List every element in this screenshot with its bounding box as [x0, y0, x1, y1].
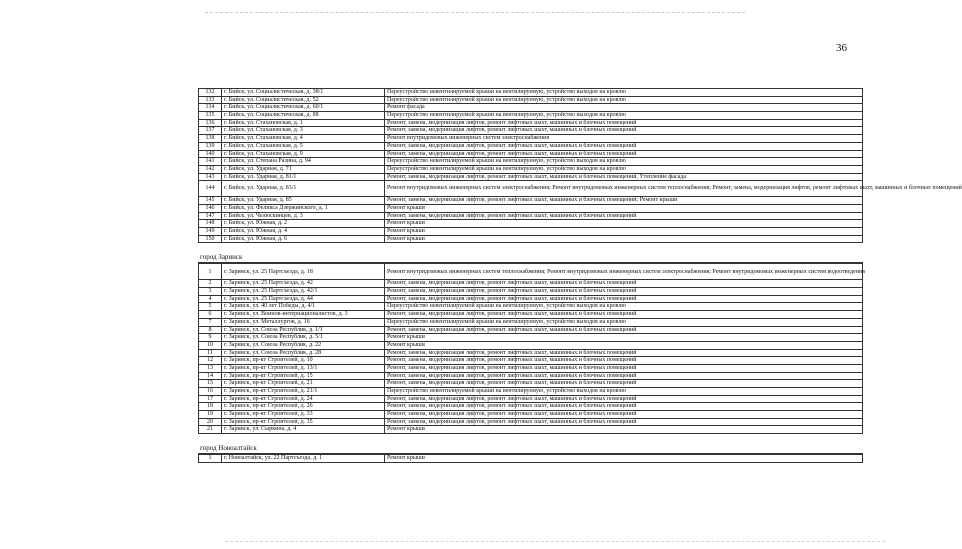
row-work-type: Ремонт крыши [385, 204, 863, 212]
row-number: 138 [199, 135, 222, 143]
table-row [199, 388, 863, 396]
row-number: 147 [199, 212, 222, 220]
table-row [199, 403, 863, 411]
table-row [199, 318, 863, 326]
row-number: 21 [199, 426, 222, 434]
row-address: г. Бийск, ул. Ударная, д. 71 [222, 165, 385, 173]
row-work-type: Ремонт, замена, модернизация лифтов, ремонт лифтовых шахт, машинных и блочных помещений [385, 288, 863, 296]
row-number: 141 [199, 158, 222, 166]
row-work-type: Ремонт фасада [385, 104, 863, 112]
row-address: г. Заринск, ул. Сыркина, д. 4 [222, 426, 385, 434]
row-number: 140 [199, 150, 222, 158]
row-work-type: Переустройство невентилируемой крыши на вентилируемую, устройство выходов на кровлю [385, 158, 863, 166]
row-work-type: Ремонт крыши [385, 220, 863, 228]
table-row [199, 311, 863, 319]
row-number: 144 [199, 181, 222, 197]
row-number: 6 [199, 311, 222, 319]
section-table [198, 454, 863, 463]
row-address: г. Бийск, ул. Стахановская, д. 5 [222, 142, 385, 150]
table-row [199, 127, 863, 135]
row-number: 142 [199, 165, 222, 173]
table-row [199, 341, 863, 349]
table-row [199, 104, 863, 112]
row-number: 15 [199, 380, 222, 388]
table-row [199, 411, 863, 419]
row-address: г. Бийск, ул. Ударная, д. 81/1 [222, 173, 385, 181]
row-work-type: Ремонт, замена, модернизация лифтов, ремонт лифтовых шахт, машинных и блочных помещений; Ремонт крыши [385, 197, 863, 205]
table-row [199, 173, 863, 181]
table-row [199, 295, 863, 303]
row-number: 137 [199, 127, 222, 135]
row-work-type: Ремонт крыши [385, 426, 863, 434]
row-work-type: Переустройство невентилируемой крыши на вентилируемую, устройство выходов на кровлю [385, 96, 863, 104]
row-address: г. Бийск, ул. Южная, д. 6 [222, 235, 385, 243]
row-work-type: Ремонт, замена, модернизация лифтов, ремонт лифтовых шахт, машинных и блочных помещений [385, 119, 863, 127]
row-address: г. Заринск, пр-кт Строителей, д. 13/1 [222, 364, 385, 372]
row-work-type: Ремонт внутридомовых инженерных систем электроснабжения; Ремонт внутридомовых инженерных систем теплоснабжения; Ремонт, замена, модернизация лифтов, ремонт лифтовых шахт, машинных и блочных помещений [385, 181, 863, 197]
row-work-type: Ремонт, замена, модернизация лифтов, ремонт лифтовых шахт, машинных и блочных помещений [385, 326, 863, 334]
row-address: г. Заринск, пр-кт Строителей, д. 10 [222, 357, 385, 365]
row-address: г. Заринск, пр-кт Строителей, д. 15 [222, 372, 385, 380]
row-number: 20 [199, 418, 222, 426]
table-row [199, 326, 863, 334]
row-work-type: Ремонт, замена, модернизация лифтов, ремонт лифтовых шахт, машинных и блочных помещений [385, 127, 863, 135]
row-work-type: Ремонт, замена, модернизация лифтов, ремонт лифтовых шахт, машинных и блочных помещений [385, 295, 863, 303]
table-row [199, 418, 863, 426]
row-number: 11 [199, 349, 222, 357]
row-address: г. Бийск, ул. Стахановская, д. 9 [222, 150, 385, 158]
row-address: г. Бийск, ул. Стахановская, д. 3 [222, 127, 385, 135]
row-number: 10 [199, 341, 222, 349]
table-row [199, 204, 863, 212]
row-number: 14 [199, 372, 222, 380]
row-number: 148 [199, 220, 222, 228]
table-row [199, 96, 863, 104]
row-work-type: Переустройство невентилируемой крыши на вентилируемую, устройство выходов на кровлю [385, 388, 863, 396]
row-number: 5 [199, 303, 222, 311]
row-address: г. Бийск, ул. Феликса Дзержинского, д. 1 [222, 204, 385, 212]
row-work-type: Ремонт, замена, модернизация лифтов, ремонт лифтовых шахт, машинных и блочных помещений [385, 395, 863, 403]
row-number: 150 [199, 235, 222, 243]
row-number: 139 [199, 142, 222, 150]
row-work-type: Переустройство невентилируемой крыши на вентилируемую, устройство выходов на кровлю [385, 112, 863, 120]
row-address: г. Бийск, ул. Социалистическая, д. 60/1 [222, 104, 385, 112]
row-address: г. Новоалтайск, ул. 22 Партсъезда, д. 1 [222, 455, 385, 463]
row-work-type: Ремонт, замена, модернизация лифтов, ремонт лифтовых шахт, машинных и блочных помещений, Утепление фасада [385, 173, 863, 181]
repair-program-table [198, 88, 962, 463]
row-address: г. Бийск, ул. Социалистическая, д. 38/1 [222, 89, 385, 97]
table-row [199, 220, 863, 228]
section-table [198, 88, 962, 243]
row-number: 135 [199, 112, 222, 120]
table-row [199, 334, 863, 342]
table-row [199, 349, 863, 357]
row-address: г. Бийск, ул. Ударная, д. 85 [222, 197, 385, 205]
row-work-type: Ремонт внутридомовых инженерных систем электроснабжения [385, 135, 863, 143]
scan-edge-bottom [225, 541, 885, 542]
row-work-type: Ремонт, замена, модернизация лифтов, ремонт лифтовых шахт, машинных и блочных помещений [385, 403, 863, 411]
row-address: г. Заринск, пр-кт Строителей, д. 35 [222, 418, 385, 426]
row-number: 7 [199, 318, 222, 326]
row-work-type: Ремонт, замена, модернизация лифтов, ремонт лифтовых шахт, машинных и блочных помещений [385, 142, 863, 150]
row-work-type: Ремонт, замена, модернизация лифтов, ремонт лифтовых шахт, машинных и блочных помещений [385, 357, 863, 365]
row-number: 146 [199, 204, 222, 212]
row-address: г. Заринск, пр-кт Строителей, д. 24 [222, 395, 385, 403]
row-number: 18 [199, 403, 222, 411]
section-table [198, 263, 863, 434]
table-row [199, 135, 863, 143]
row-work-type: Ремонт, замена, модернизация лифтов, ремонт лифтовых шахт, машинных и блочных помещений [385, 280, 863, 288]
row-address: г. Заринск, ул. 25 Партсъезда, д. 42/1 [222, 288, 385, 296]
table-row [199, 181, 863, 197]
row-work-type: Переустройство невентилируемой крыши на вентилируемую, устройство выходов на кровлю [385, 303, 863, 311]
row-address: г. Бийск, ул. Челюскинцев, д. 3 [222, 212, 385, 220]
row-number: 143 [199, 173, 222, 181]
row-work-type: Ремонт крыши [385, 228, 863, 236]
row-address: г. Заринск, ул. 25 Партсъезда, д. 44 [222, 295, 385, 303]
table-row [199, 372, 863, 380]
row-number: 9 [199, 334, 222, 342]
row-number: 136 [199, 119, 222, 127]
row-number: 17 [199, 395, 222, 403]
row-address: г. Бийск, ул. Степана Разина, д. 94 [222, 158, 385, 166]
row-work-type: Ремонт, замена, модернизация лифтов, ремонт лифтовых шахт, машинных и блочных помещений [385, 372, 863, 380]
row-number: 1 [199, 455, 222, 463]
table-row [199, 150, 863, 158]
row-number: 133 [199, 96, 222, 104]
row-address: г. Заринск, ул. Воинов-интернационалистов, д. 3 [222, 311, 385, 319]
row-number: 145 [199, 197, 222, 205]
row-number: 3 [199, 288, 222, 296]
table-row [199, 165, 863, 173]
row-address: г. Заринск, ул. Металлургов, д. 16 [222, 318, 385, 326]
row-work-type: Ремонт, замена, модернизация лифтов, ремонт лифтовых шахт, машинных и блочных помещений [385, 418, 863, 426]
row-work-type: Ремонт, замена, модернизация лифтов, ремонт лифтовых шахт, машинных и блочных помещений [385, 380, 863, 388]
row-address: г. Бийск, ул. Социалистическая, д. 88 [222, 112, 385, 120]
row-number: 4 [199, 295, 222, 303]
row-address: г. Заринск, ул. Союза Республик, д. 5/1 [222, 334, 385, 342]
table-row [199, 426, 863, 434]
table-row [199, 89, 863, 97]
table-row [199, 235, 863, 243]
row-number: 12 [199, 357, 222, 365]
scan-edge-top [205, 12, 745, 13]
row-work-type: Ремонт крыши [385, 455, 863, 463]
table-row [199, 380, 863, 388]
row-number: 2 [199, 280, 222, 288]
table-row [199, 228, 863, 236]
row-address: г. Бийск, ул. Стахановская, д. 4 [222, 135, 385, 143]
row-address: г. Заринск, пр-кт Строителей, д. 26 [222, 403, 385, 411]
row-address: г. Бийск, ул. Стахановская, д. 1 [222, 119, 385, 127]
table-row [199, 357, 863, 365]
row-number: 134 [199, 104, 222, 112]
row-work-type: Ремонт, замена, модернизация лифтов, ремонт лифтовых шахт, машинных и блочных помещений [385, 150, 863, 158]
row-address: г. Заринск, пр-кт Строителей, д. 21/1 [222, 388, 385, 396]
row-number: 19 [199, 411, 222, 419]
row-address: г. Заринск, ул. Союза Республик, д. 28 [222, 349, 385, 357]
row-number: 8 [199, 326, 222, 334]
row-number: 16 [199, 388, 222, 396]
row-address: г. Бийск, ул. Южная, д. 2 [222, 220, 385, 228]
row-work-type: Переустройство невентилируемой крыши на вентилируемую, устройство выходов на кровлю [385, 165, 863, 173]
row-number: 132 [199, 89, 222, 97]
table-row [199, 197, 863, 205]
row-work-type: Ремонт крыши [385, 235, 863, 243]
row-work-type: Ремонт, замена, модернизация лифтов, ремонт лифтовых шахт, машинных и блочных помещений [385, 364, 863, 372]
table-row [199, 119, 863, 127]
table-row [199, 212, 863, 220]
section-spacer [198, 434, 863, 444]
table-row [199, 303, 863, 311]
page-number: 36 [836, 42, 847, 54]
row-address: г. Заринск, ул. 40 лет Победы, д. 4/1 [222, 303, 385, 311]
row-number: 1 [199, 264, 222, 280]
row-work-type: Ремонт, замена, модернизация лифтов, ремонт лифтовых шахт, машинных и блочных помещений [385, 349, 863, 357]
row-address: г. Заринск, ул. 25 Партсъезда, д. 18 [222, 264, 385, 280]
table-row [199, 455, 863, 463]
row-number: 149 [199, 228, 222, 236]
row-work-type: Ремонт крыши [385, 334, 863, 342]
row-work-type: Ремонт, замена, модернизация лифтов, ремонт лифтовых шахт, машинных и блочных помещений [385, 212, 863, 220]
table-row [199, 158, 863, 166]
table-row [199, 364, 863, 372]
table-row [199, 142, 863, 150]
row-work-type: Ремонт внутридомовых инженерных систем теплоснабжения; Ремонт внутридомовых инженерных систем электроснабжения; Ремонт внутридомовых инженерных систем водоотведения [385, 264, 863, 280]
row-address: г. Заринск, пр-кт Строителей, д. 21 [222, 380, 385, 388]
row-address: г. Заринск, ул. 25 Партсъезда, д. 42 [222, 280, 385, 288]
row-address: г. Бийск, ул. Ударная, д. 83/1 [222, 181, 385, 197]
row-address: г. Заринск, пр-кт Строителей, д. 33 [222, 411, 385, 419]
section-title: город Заринск [198, 253, 863, 263]
row-address: г. Заринск, ул. Союза Республик, д. 22 [222, 341, 385, 349]
row-work-type: Ремонт, замена, модернизация лифтов, ремонт лифтовых шахт, машинных и блочных помещений [385, 411, 863, 419]
row-work-type: Переустройство невентилируемой крыши на вентилируемую, устройство выходов на кровлю [385, 89, 863, 97]
row-work-type: Переустройство невентилируемой крыши на вентилируемую, устройство выходов на кровлю [385, 318, 863, 326]
section-spacer [198, 243, 863, 253]
row-address: г. Бийск, ул. Южная, д. 4 [222, 228, 385, 236]
table-row [199, 288, 863, 296]
table-row [199, 112, 863, 120]
row-work-type: Ремонт крыши [385, 341, 863, 349]
table-body [198, 88, 962, 463]
table-row [199, 264, 863, 280]
row-work-type: Ремонт, замена, модернизация лифтов, ремонт лифтовых шахт, машинных и блочных помещений [385, 311, 863, 319]
row-address: г. Заринск, ул. Союза Республик, д. 1/1 [222, 326, 385, 334]
section-title: город Новоалтайск [198, 444, 863, 454]
row-address: г. Бийск, ул. Социалистическая, д. 52 [222, 96, 385, 104]
row-number: 13 [199, 364, 222, 372]
table-row [199, 395, 863, 403]
table-row [199, 280, 863, 288]
